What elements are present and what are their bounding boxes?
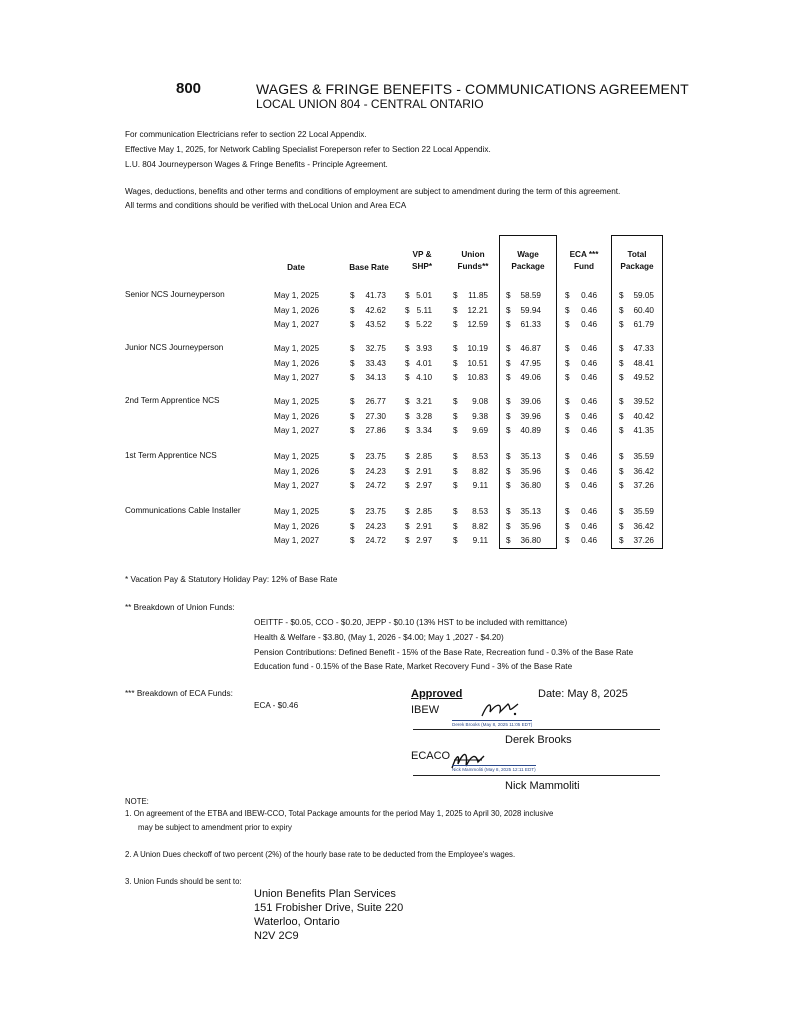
ecaco-signer-name: Nick Mammoliti (505, 780, 580, 792)
intro-line-1: For communication Electricians refer to section 22 Local Appendix. (125, 130, 367, 139)
union-value: 10.19 (467, 344, 488, 353)
base-currency: $ (350, 411, 355, 421)
row-date: May 1, 2026 (274, 358, 320, 368)
vp-currency: $ (405, 507, 410, 516)
base-value: 24.72 (365, 536, 386, 545)
vp-value: 2.97 (416, 481, 432, 490)
union-value: 8.53 (472, 452, 488, 461)
row-date: May 1, 2026 (274, 466, 320, 476)
disclaimer-line-1: Wages, deductions, benefits and other terms and conditions of employment are subject to amendment during the term of this agreement. (125, 187, 621, 196)
vp-currency: $ (405, 521, 410, 531)
base-currency: $ (350, 481, 355, 490)
wage-value: 58.59 (520, 291, 541, 300)
union-currency: $ (453, 291, 458, 300)
vp-currency: $ (405, 305, 410, 315)
vp-value: 4.01 (416, 358, 432, 368)
wage-currency: $ (506, 481, 511, 490)
base-value: 24.23 (365, 521, 386, 531)
total-value: 40.42 (633, 411, 654, 421)
union-value: 12.59 (467, 320, 488, 329)
notes-title: NOTE: (125, 797, 149, 806)
wage-currency: $ (506, 305, 511, 315)
row-date: May 1, 2027 (274, 373, 320, 382)
total-value: 39.52 (633, 397, 654, 406)
address-line: Waterloo, Ontario (254, 916, 340, 928)
union-value: 11.85 (468, 291, 488, 300)
footnote-eca-title: *** Breakdown of ECA Funds: (125, 689, 233, 698)
eca-currency: $ (565, 426, 570, 435)
total-currency: $ (619, 344, 624, 353)
wage-currency: $ (506, 320, 511, 329)
header-base-rate: Base Rate (349, 263, 389, 272)
union-currency: $ (453, 344, 458, 353)
total-currency: $ (619, 358, 624, 368)
total-currency: $ (619, 291, 624, 300)
section-number: 800 (176, 80, 202, 97)
total-value: 36.42 (633, 521, 654, 531)
wage-currency: $ (506, 426, 511, 435)
vp-value: 5.01 (416, 291, 432, 300)
vp-currency: $ (405, 320, 410, 329)
eca-currency: $ (565, 536, 570, 545)
total-currency: $ (619, 452, 624, 461)
total-currency: $ (619, 481, 624, 490)
union-fund-line: Health & Welfare - $3.80, (May 1, 2026 - $4.00; May 1 ,2027 - $4.20) (254, 633, 504, 642)
base-currency: $ (350, 320, 355, 329)
union-currency: $ (453, 521, 458, 531)
page-title: WAGES & FRINGE BENEFITS - COMMUNICATIONS AGREEMENT (256, 81, 689, 97)
wage-value: 35.96 (520, 466, 541, 476)
total-currency: $ (619, 521, 624, 531)
eca-currency: $ (565, 521, 570, 531)
wage-value: 47.95 (520, 358, 541, 368)
eca-value: 0.46 (581, 320, 597, 329)
eca-currency: $ (565, 305, 570, 315)
union-value: 9.11 (472, 536, 488, 545)
eca-currency: $ (565, 373, 570, 382)
total-value: 60.40 (633, 305, 654, 315)
total-value: 59.05 (633, 291, 654, 300)
eca-value: 0.46 (581, 411, 597, 421)
base-currency: $ (350, 452, 355, 461)
wage-currency: $ (506, 452, 511, 461)
total-value: 35.59 (633, 507, 654, 516)
vp-value: 2.91 (416, 521, 432, 531)
union-fund-line: Pension Contributions: Defined Benefit - 15% of the Base Rate, Recreation fund - 0.3% of the Base Rate (254, 648, 634, 657)
eca-currency: $ (565, 358, 570, 368)
vp-value: 2.91 (416, 466, 432, 476)
wage-currency: $ (506, 536, 511, 545)
union-currency: $ (453, 305, 458, 315)
eca-value: 0.46 (581, 507, 597, 516)
total-currency: $ (619, 373, 624, 382)
eca-value: 0.46 (581, 291, 597, 300)
wage-value: 61.33 (520, 320, 541, 329)
page-subtitle: LOCAL UNION 804 - CENTRAL ONTARIO (256, 97, 484, 111)
vp-currency: $ (405, 536, 410, 545)
address-line: 151 Frobisher Drive, Suite 220 (254, 902, 404, 914)
base-currency: $ (350, 305, 355, 315)
base-value: 24.72 (365, 481, 386, 490)
eca-value: 0.46 (581, 466, 597, 476)
eca-value: 0.46 (581, 452, 597, 461)
union-currency: $ (453, 466, 458, 476)
union-fund-line: OEITTF - $0.05, CCO - $0.20, JEPP - $0.10 (13% HST to be included with remittance) (254, 618, 568, 627)
eca-value: 0.46 (581, 426, 597, 435)
wage-currency: $ (506, 397, 511, 406)
base-value: 27.86 (365, 426, 386, 435)
base-currency: $ (350, 373, 355, 382)
row-date: May 1, 2025 (274, 344, 320, 353)
eca-currency: $ (565, 397, 570, 406)
vp-value: 3.28 (416, 411, 432, 421)
header-vp-1: VP & (412, 250, 432, 259)
wage-currency: $ (506, 411, 511, 421)
vp-currency: $ (405, 481, 410, 490)
eca-value: 0.46 (581, 481, 597, 490)
vp-currency: $ (405, 466, 410, 476)
base-currency: $ (350, 344, 355, 353)
address-line: N2V 2C9 (254, 930, 299, 942)
classification-label: 1st Term Apprentice NCS (125, 451, 217, 460)
base-value: 41.73 (365, 291, 386, 300)
union-currency: $ (453, 481, 458, 490)
total-value: 36.42 (633, 466, 654, 476)
total-value: 49.52 (633, 373, 654, 382)
total-currency: $ (619, 397, 624, 406)
union-value: 9.08 (472, 397, 488, 406)
base-value: 23.75 (365, 452, 386, 461)
total-currency: $ (619, 466, 624, 476)
eca-value: 0.46 (581, 521, 597, 531)
row-date: May 1, 2027 (274, 320, 320, 329)
base-value: 24.23 (365, 466, 386, 476)
vp-currency: $ (405, 411, 410, 421)
header-total-2: Package (620, 262, 654, 271)
approved-label: Approved (411, 688, 463, 700)
base-currency: $ (350, 466, 355, 476)
eca-value: 0.46 (581, 358, 597, 368)
vp-currency: $ (405, 358, 410, 368)
total-package-box (611, 235, 663, 549)
intro-line-2: Effective May 1, 2025, for Network Cabling Specialist Foreperson refer to Section 22 Local Appendix. (125, 145, 491, 154)
union-value: 9.38 (472, 411, 488, 421)
ecaco-label: ECACO (411, 750, 451, 762)
row-date: May 1, 2027 (274, 426, 320, 435)
total-currency: $ (619, 536, 624, 545)
union-value: 9.69 (472, 426, 488, 435)
base-value: 26.77 (365, 397, 386, 406)
footnote-eca-line: ECA - $0.46 (254, 701, 299, 710)
wage-currency: $ (506, 521, 511, 531)
vp-value: 2.85 (416, 507, 432, 516)
wage-value: 46.87 (520, 344, 541, 353)
wage-value: 35.96 (520, 521, 541, 531)
wage-value: 49.06 (520, 373, 541, 382)
total-currency: $ (619, 426, 624, 435)
vp-value: 3.93 (416, 344, 432, 353)
eca-value: 0.46 (581, 344, 597, 353)
row-date: May 1, 2027 (274, 481, 320, 490)
ibew-label: IBEW (411, 704, 440, 716)
row-date: May 1, 2026 (274, 305, 320, 315)
note-3: 3. Union Funds should be sent to: (125, 877, 242, 886)
total-currency: $ (619, 507, 624, 516)
wage-value: 36.80 (520, 536, 541, 545)
vp-value: 2.97 (416, 536, 432, 545)
base-currency: $ (350, 358, 355, 368)
eca-currency: $ (565, 411, 570, 421)
wage-value: 59.94 (520, 305, 541, 315)
vp-value: 4.10 (416, 373, 432, 382)
header-vp-2: SHP* (411, 262, 433, 271)
ecaco-signature-line (413, 775, 660, 776)
header-union-1: Union (461, 250, 485, 259)
base-value: 33.43 (365, 358, 386, 368)
note-1b: may be subject to amendment prior to expiry (138, 823, 292, 832)
union-currency: $ (453, 411, 458, 421)
base-currency: $ (350, 507, 355, 516)
wage-value: 36.80 (520, 481, 541, 490)
vp-value: 3.34 (416, 426, 432, 435)
intro-line-3: L.U. 804 Journeyperson Wages & Fringe Benefits - Principle Agreement. (125, 160, 388, 169)
eca-currency: $ (565, 481, 570, 490)
note-2: 2. A Union Dues checkoff of two percent (2%) of the hourly base rate to be deducted from the Employee's wages. (125, 850, 516, 859)
eca-value: 0.46 (581, 373, 597, 382)
union-value: 10.51 (467, 358, 488, 368)
header-date: Date (287, 263, 305, 272)
base-value: 23.75 (365, 507, 386, 516)
row-date: May 1, 2025 (274, 507, 320, 516)
classification-label: Communications Cable Installer (125, 506, 241, 515)
row-date: May 1, 2025 (274, 291, 320, 300)
vp-currency: $ (405, 426, 410, 435)
eca-value: 0.46 (581, 305, 597, 315)
union-currency: $ (453, 452, 458, 461)
union-value: 8.53 (472, 507, 488, 516)
union-currency: $ (453, 536, 458, 545)
base-value: 42.62 (365, 305, 386, 315)
base-currency: $ (350, 397, 355, 406)
union-fund-line: Education fund - 0.15% of the Base Rate, Market Recovery Fund - 3% of the Base Rate (254, 662, 573, 671)
eca-currency: $ (565, 344, 570, 353)
total-value: 47.33 (633, 344, 654, 353)
row-date: May 1, 2025 (274, 452, 320, 461)
union-value: 8.82 (472, 466, 488, 476)
vp-currency: $ (405, 397, 410, 406)
union-currency: $ (453, 320, 458, 329)
base-value: 27.30 (365, 411, 386, 421)
address-line: Union Benefits Plan Services (254, 888, 396, 900)
wage-value: 39.06 (520, 397, 541, 406)
classification-label: 2nd Term Apprentice NCS (125, 396, 220, 405)
disclaimer-line-2: All terms and conditions should be verified with theLocal Union and Area ECA (125, 201, 407, 210)
union-currency: $ (453, 426, 458, 435)
approval-date: Date: May 8, 2025 (538, 688, 628, 700)
eca-currency: $ (565, 452, 570, 461)
eca-currency: $ (565, 507, 570, 516)
total-value: 35.59 (633, 452, 654, 461)
total-value: 48.41 (633, 358, 654, 368)
eca-value: 0.46 (581, 397, 597, 406)
row-date: May 1, 2026 (274, 411, 320, 421)
header-total-1: Total (627, 250, 647, 259)
row-date: May 1, 2025 (274, 397, 320, 406)
footnote-vacation: * Vacation Pay & Statutory Holiday Pay: 12% of Base Rate (125, 575, 338, 584)
total-currency: $ (619, 411, 624, 421)
wage-value: 39.96 (520, 411, 541, 421)
base-value: 43.52 (365, 320, 386, 329)
vp-currency: $ (405, 344, 410, 353)
footnote-union-title: ** Breakdown of Union Funds: (125, 603, 235, 612)
header-eca-1: ECA *** (569, 250, 599, 259)
ecaco-signature-stamp: Nick Mammoliti (May 8, 2025 12:11 EDT) (452, 767, 536, 772)
eca-currency: $ (565, 291, 570, 300)
vp-value: 5.11 (416, 305, 432, 315)
header-wage-1: Wage (517, 250, 539, 259)
base-value: 32.75 (365, 344, 386, 353)
total-value: 41.35 (633, 426, 654, 435)
vp-value: 5.22 (416, 320, 432, 329)
base-value: 34.13 (365, 373, 386, 382)
base-currency: $ (350, 536, 355, 545)
total-currency: $ (619, 305, 624, 315)
ibew-signature-stamp: Derek Brooks (May 8, 2025 11:05 EDT) (452, 722, 533, 727)
vp-currency: $ (405, 291, 410, 300)
wage-currency: $ (506, 507, 511, 516)
wage-package-box (499, 235, 557, 549)
vp-currency: $ (405, 452, 410, 461)
ibew-signature-line (413, 729, 660, 730)
classification-label: Senior NCS Journeyperson (125, 290, 225, 299)
total-value: 37.26 (633, 536, 654, 545)
total-value: 37.26 (633, 481, 654, 490)
classification-label: Junior NCS Journeyperson (125, 343, 224, 352)
union-value: 8.82 (472, 521, 488, 531)
eca-currency: $ (565, 320, 570, 329)
wage-value: 40.89 (520, 426, 541, 435)
note-1a: 1. On agreement of the ETBA and IBEW-CCO, Total Package amounts for the period May 1, 2025 to April 30, 2028 inclusive (125, 809, 554, 818)
wage-value: 35.13 (520, 507, 541, 516)
union-value: 12.21 (467, 305, 488, 315)
union-currency: $ (453, 358, 458, 368)
header-eca-2: Fund (573, 262, 594, 271)
eca-currency: $ (565, 466, 570, 476)
ibew-signer-name: Derek Brooks (505, 734, 572, 746)
wage-currency: $ (506, 358, 511, 368)
total-value: 61.79 (633, 320, 654, 329)
ibew-signature-icon (478, 698, 522, 720)
row-date: May 1, 2027 (274, 536, 320, 545)
wage-currency: $ (506, 466, 511, 476)
header-union-2: Funds** (457, 262, 489, 271)
union-value: 9.11 (472, 481, 488, 490)
union-value: 10.83 (467, 373, 488, 382)
union-currency: $ (453, 373, 458, 382)
vp-value: 3.21 (416, 397, 432, 406)
row-date: May 1, 2026 (274, 521, 320, 531)
total-currency: $ (619, 320, 624, 329)
base-currency: $ (350, 521, 355, 531)
wage-currency: $ (506, 291, 511, 300)
base-currency: $ (350, 291, 355, 300)
vp-value: 2.85 (416, 452, 432, 461)
wage-value: 35.13 (520, 452, 541, 461)
wage-currency: $ (506, 373, 511, 382)
base-currency: $ (350, 426, 355, 435)
vp-currency: $ (405, 373, 410, 382)
wage-currency: $ (506, 344, 511, 353)
header-wage-2: Package (511, 262, 545, 271)
eca-value: 0.46 (581, 536, 597, 545)
union-currency: $ (453, 507, 458, 516)
union-currency: $ (453, 397, 458, 406)
